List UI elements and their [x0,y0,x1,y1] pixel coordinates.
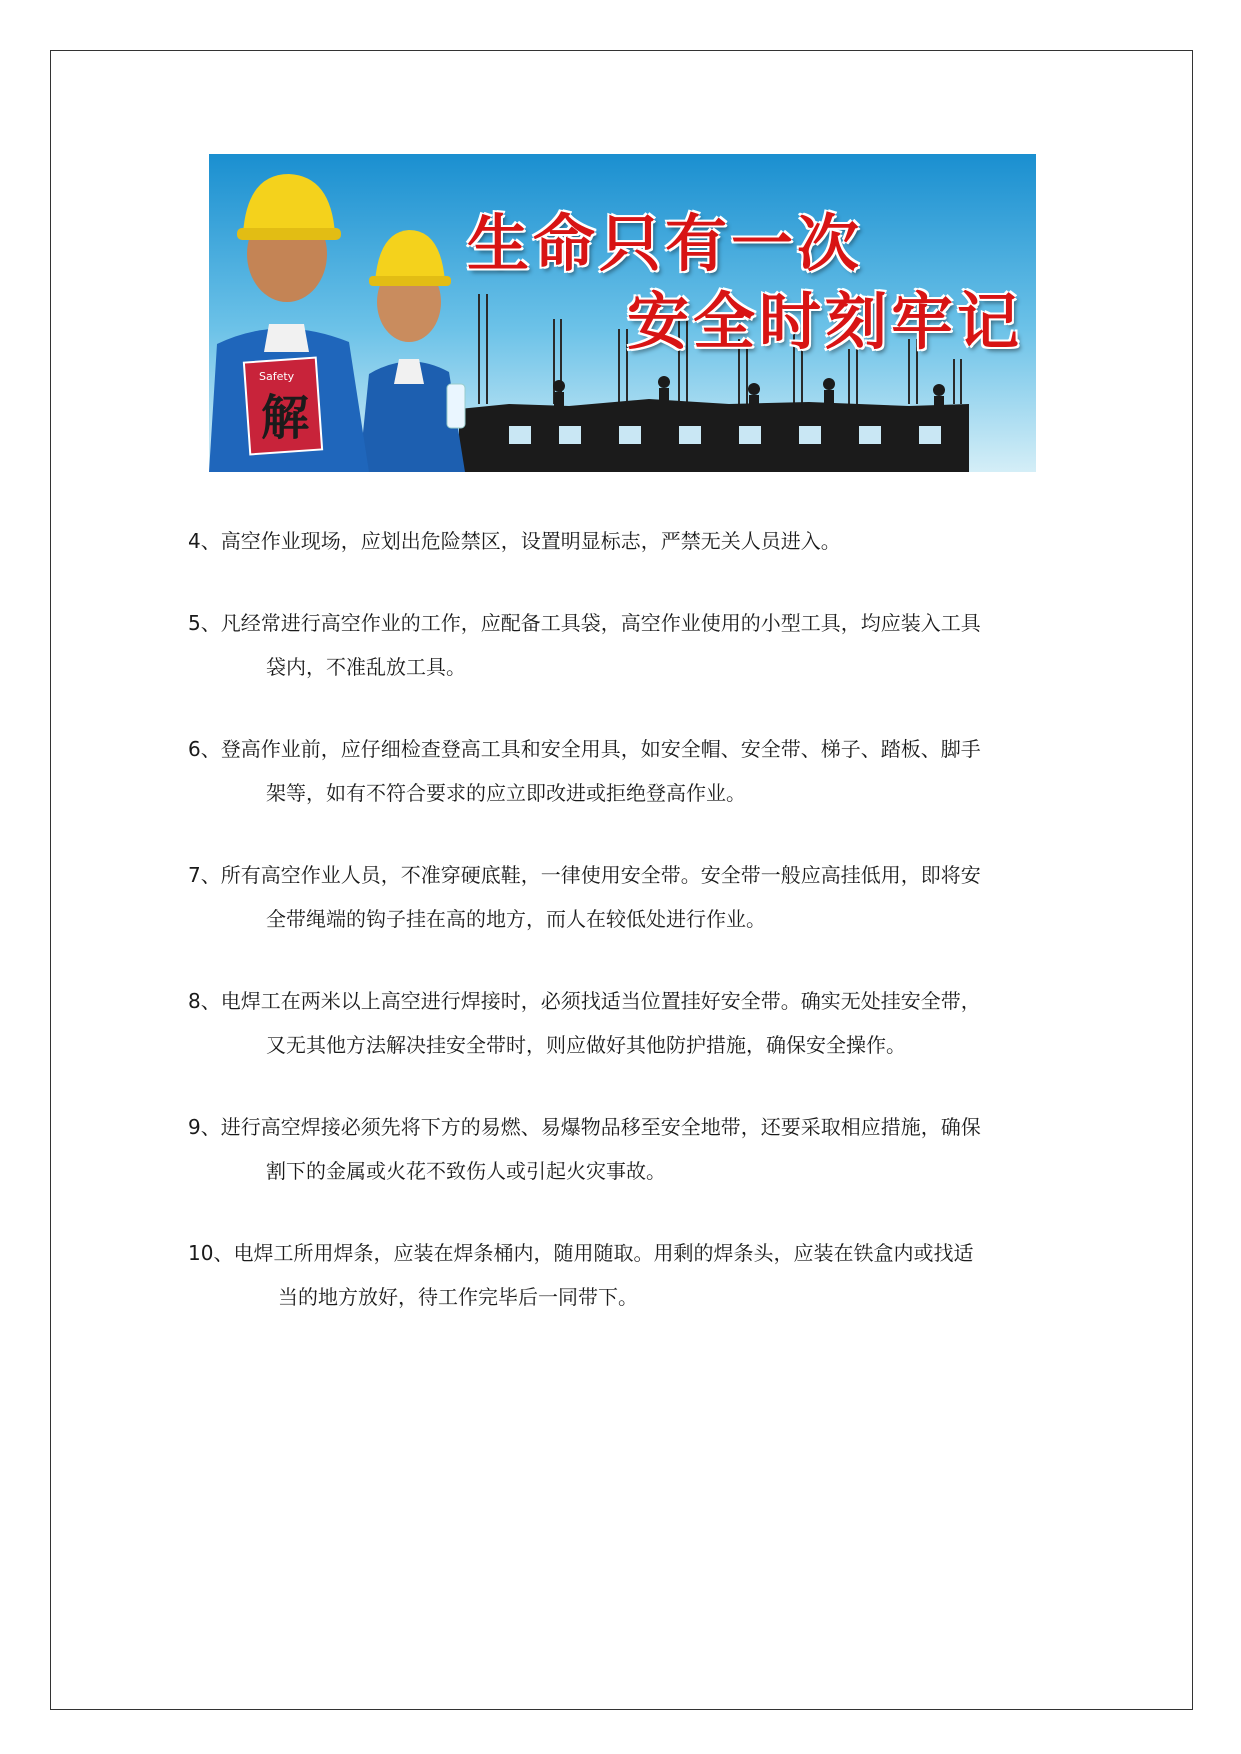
rule-continuation: 袋内，不准乱放工具。 [266,655,466,679]
rule-text: 所有高空作业人员，不准穿硬底鞋，一律使用安全带。安全带一般应高挂低用，即将安 [220,863,981,887]
rule-number: 8、 [188,989,221,1013]
rule-first-line [188,1231,1068,1275]
rule-continuation: 又无其他方法解决挂安全带时，则应做好其他防护措施，确保安全操作。 [266,1033,906,1057]
rule-item [188,519,1068,563]
rule-continuation: 割下的金属或火花不致伤人或引起火灾事故。 [266,1159,666,1183]
rule-text: 登高作业前，应仔细检查登高工具和安全用具，如安全帽、安全带、梯子、踏板、脚手 [220,737,981,761]
rule-item [188,601,1068,689]
rule-number: 4、 [188,529,221,553]
rule-first-line [188,853,1068,897]
banner-headline-2: 安全时刻牢记 [627,285,1024,358]
rule-number: 10、 [188,1241,234,1265]
rule-first-line [188,601,1068,645]
rule-text: 电焊工所用焊条，应装在焊条桶内，随用随取。用剩的焊条头，应装在铁盒内或找适 [233,1241,974,1265]
safety-rules-list [188,519,1068,1357]
booklet-label: Safety [259,370,295,383]
rule-text: 电焊工在两米以上高空进行焊接时，必须找适当位置挂好安全带。确实无处挂安全带， [220,989,981,1013]
rule-first-line [188,519,1068,563]
rule-text: 进行高空焊接必须先将下方的易燃、易爆物品移至安全地带，还要采取相应措施，确保 [220,1115,981,1139]
rule-continuation: 全带绳端的钩子挂在高的地方，而人在较低处进行作业。 [266,907,766,931]
safety-banner [209,154,1036,472]
booklet-glyph: 解 [261,390,310,446]
rule-item [188,853,1068,941]
rule-text: 凡经常进行高空作业的工作，应配备工具袋，高空作业使用的小型工具，均应装入工具 [220,611,981,635]
rule-first-line [188,727,1068,771]
rule-continuation: 架等，如有不符合要求的应立即改进或拒绝登高作业。 [266,781,746,805]
rule-number: 7、 [188,863,221,887]
rule-item [188,979,1068,1067]
rule-continuation: 当的地方放好，待工作完毕后一同带下。 [278,1285,638,1309]
building-silhouette [459,399,969,472]
rule-first-line [188,1105,1068,1149]
rule-number: 9、 [188,1115,221,1139]
banner-headline-1: 生命只有一次 [467,207,864,280]
safety-booklet [244,358,322,455]
rule-item [188,1105,1068,1193]
rule-number: 5、 [188,611,221,635]
rule-text: 高空作业现场，应划出危险禁区，设置明显标志，严禁无关人员进入。 [220,529,841,553]
rule-first-line [188,979,1068,1023]
rule-item [188,1231,1068,1319]
rule-item [188,727,1068,815]
rule-number: 6、 [188,737,221,761]
